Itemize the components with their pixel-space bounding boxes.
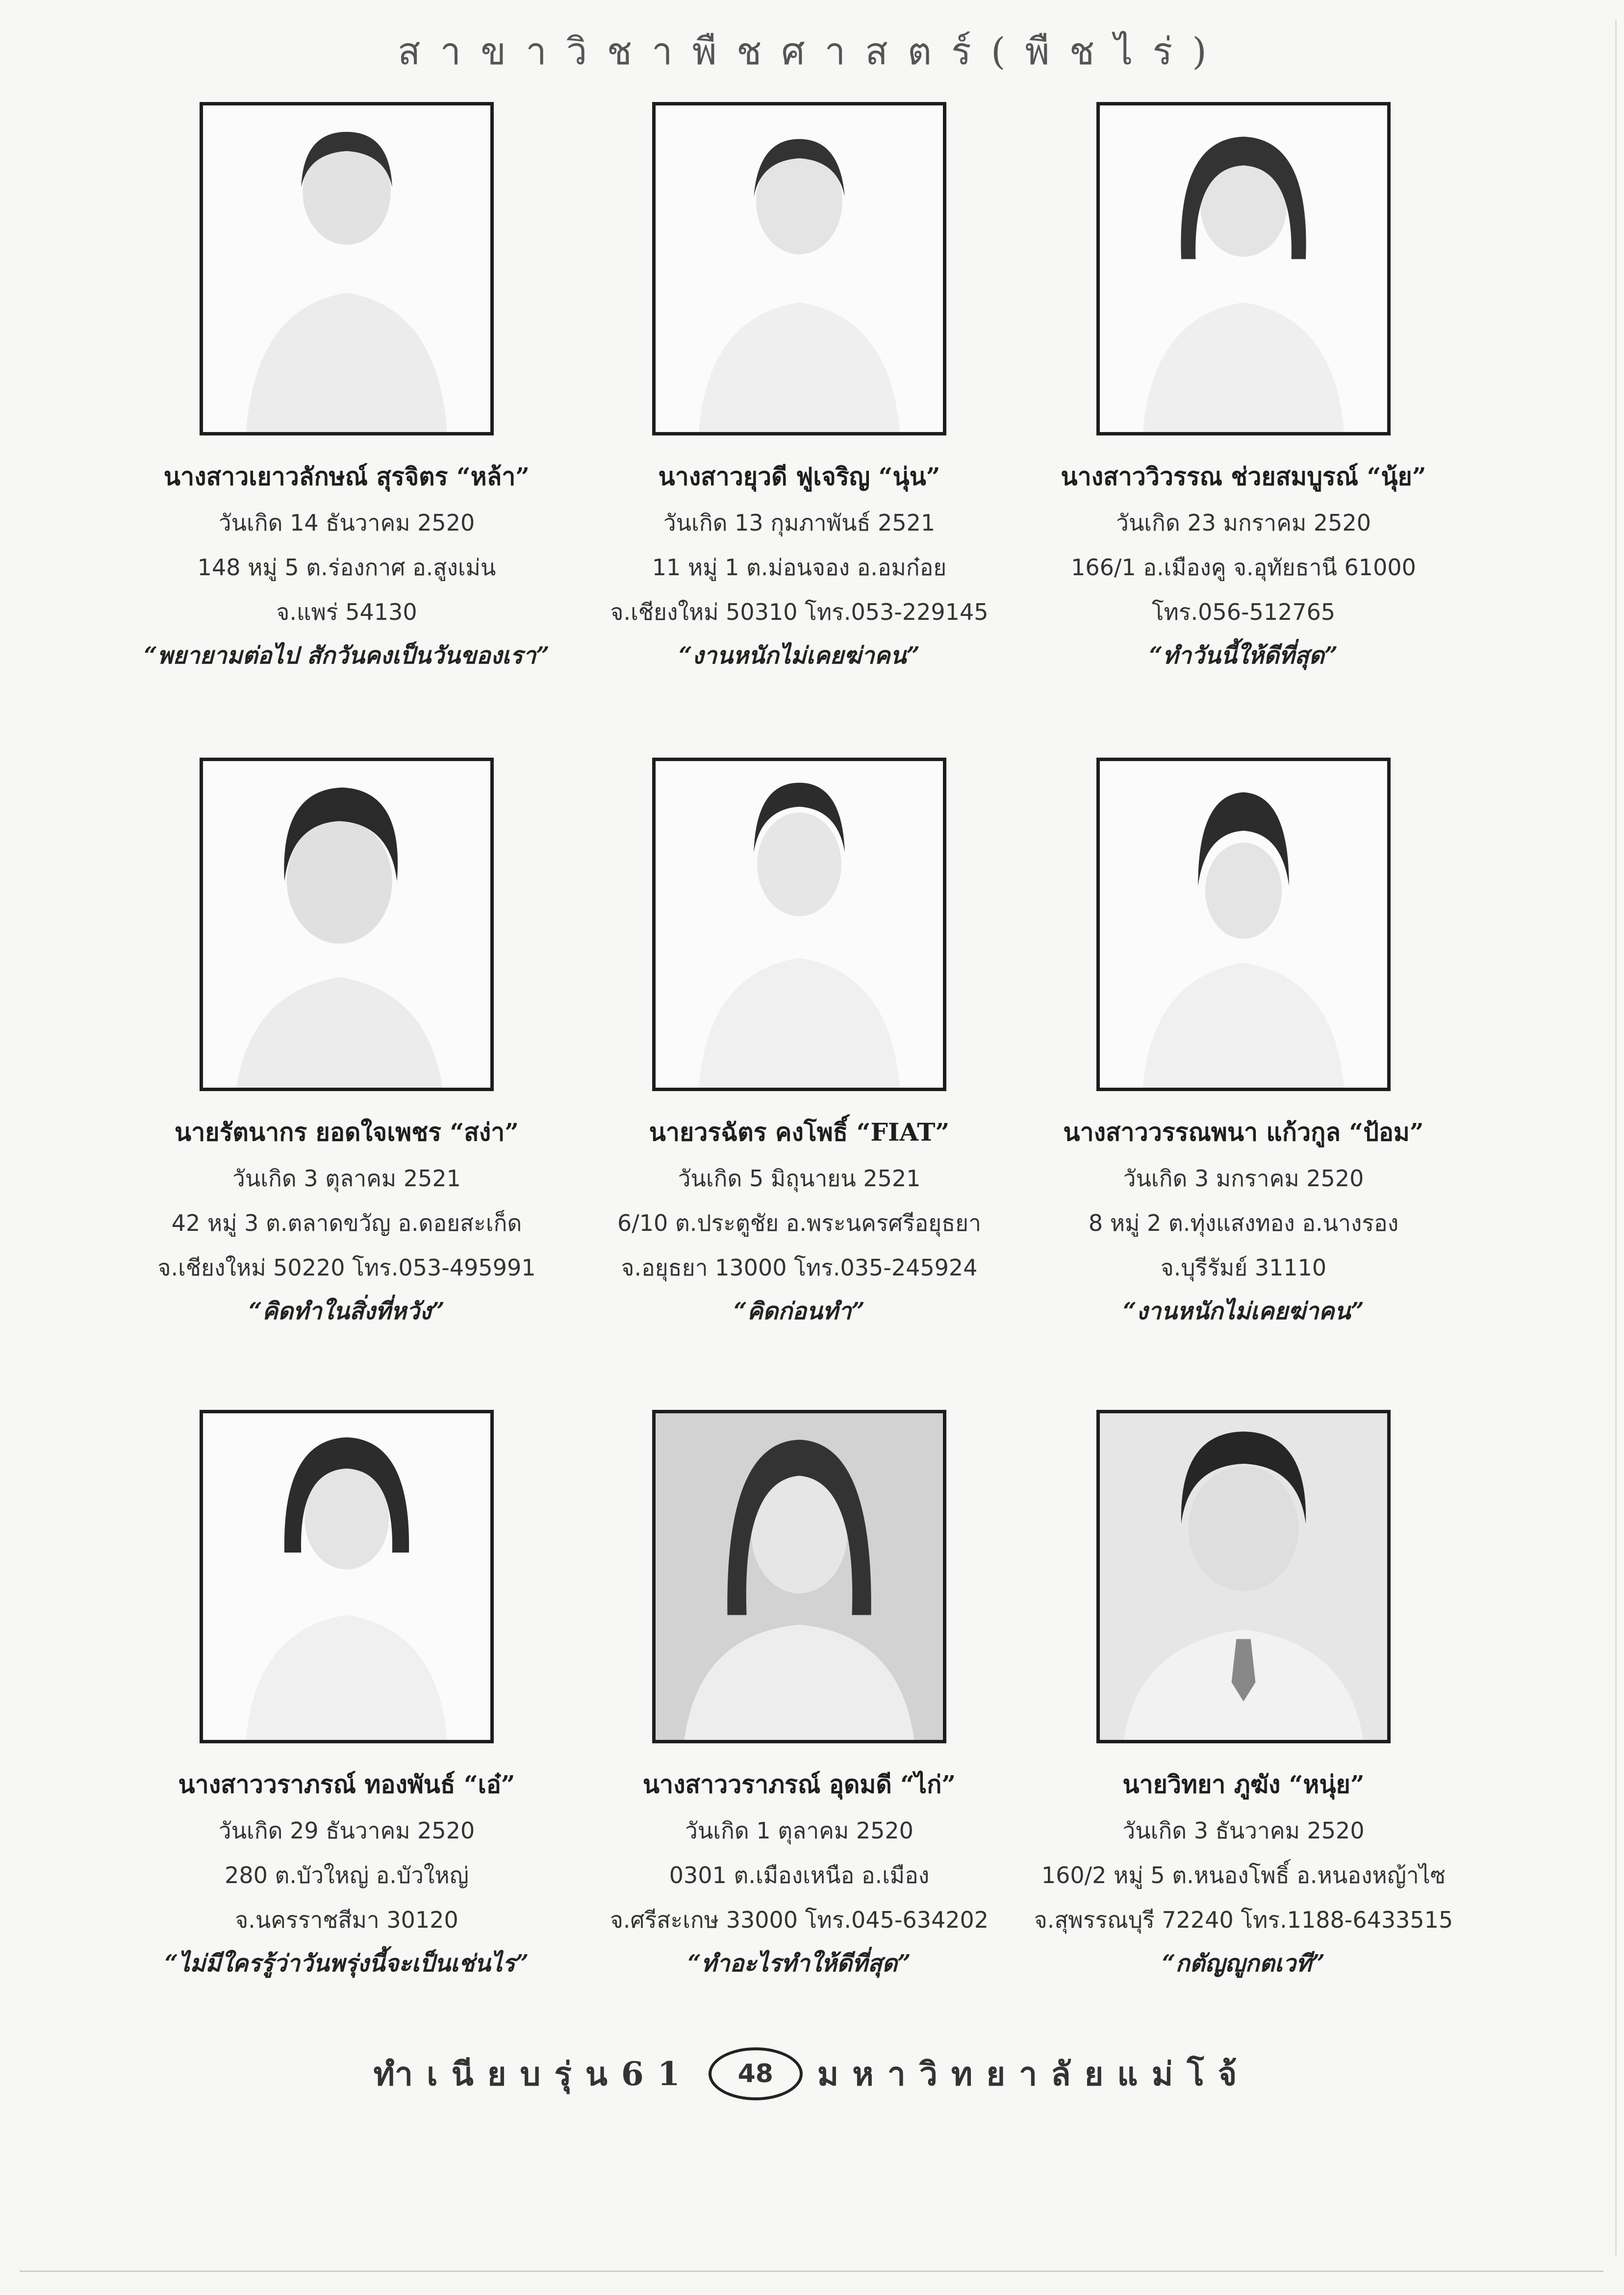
student-photo xyxy=(200,758,494,1091)
motto: “ทำอะไรทำให้ดีที่สุด” xyxy=(687,1950,911,1977)
student-name: นางสาววราภรณ์ อุดมดี “ไก่” xyxy=(642,1770,956,1799)
motto: “คิดทำในสิ่งที่หวัง” xyxy=(249,1298,445,1325)
address-line-2: จ.บุรีรัมย์ 31110 xyxy=(1160,1254,1327,1281)
bottom-rule xyxy=(20,2270,1603,2272)
student-photo xyxy=(652,1410,946,1743)
birth-date: วันเกิด 3 ธันวาคม 2520 xyxy=(1122,1817,1365,1844)
student-photo xyxy=(652,102,946,435)
footer-university-label: มหาวิทยาลัยแม่โจ้ xyxy=(817,2054,1251,2093)
address-line-2: จ.ศรีสะเกษ 33000 โทร.045-634202 xyxy=(609,1907,989,1933)
student-entry-7 xyxy=(102,1410,592,1982)
address-line-2: จ.นครราชสีมา 30120 xyxy=(235,1907,458,1933)
address-line-1: 160/2 หมู่ 5 ต.หนองโพธิ์ อ.หนองหญ้าไซ xyxy=(1041,1862,1446,1888)
student-entry-8 xyxy=(554,1410,1044,1982)
student-name: นายรัตนากร ยอดใจเพชร “สง่า” xyxy=(175,1118,519,1147)
address-line-2: จ.สุพรรณบุรี 72240 โทร.1188-6433515 xyxy=(1034,1907,1453,1933)
motto: “คิดก่อนทำ” xyxy=(734,1298,865,1325)
birth-date: วันเกิด 1 ตุลาคม 2520 xyxy=(685,1817,914,1844)
address-line-1: 11 หมู่ 1 ต.ม่อนจอง อ.อมก๋อย xyxy=(652,554,947,581)
motto: “ทำวันนี้ให้ดีที่สุด” xyxy=(1149,642,1338,669)
student-photo xyxy=(1096,758,1391,1091)
birth-date: วันเกิด 29 ธันวาคม 2520 xyxy=(218,1817,475,1844)
birth-date: วันเกิด 13 กุมภาพันธ์ 2521 xyxy=(663,510,936,536)
page-footer xyxy=(0,2047,1624,2100)
address-line-2: จ.แพร่ 54130 xyxy=(276,599,417,625)
birth-date: วันเกิด 23 มกราคม 2520 xyxy=(1116,510,1371,536)
footer-yearbook-label: ทำเนียบรุ่น61 xyxy=(373,2054,694,2093)
motto: “งานหนักไม่เคยฆ่าคน” xyxy=(1123,1298,1364,1325)
motto: “งานหนักไม่เคยฆ่าคน” xyxy=(679,642,920,669)
student-photo xyxy=(200,102,494,435)
motto: “ไม่มีใครรู้ว่าวันพรุ่งนี้จะเป็นเช่นไร” xyxy=(164,1950,529,1977)
student-name: นางสาวยุวดี ฟูเจริญ “นุ่น” xyxy=(658,462,940,491)
student-name: นางสาววรรณพนา แก้วกูล “ป้อม” xyxy=(1063,1118,1424,1147)
motto: “กตัญญูกตเวที” xyxy=(1162,1950,1325,1977)
student-name: นางสาววิวรรณ ช่วยสมบูรณ์ “นุ้ย” xyxy=(1061,462,1426,491)
address-line-1: 148 หมู่ 5 ต.ร่องกาศ อ.สูงเม่น xyxy=(197,554,496,581)
address-line-1: 42 หมู่ 3 ต.ตลาดขวัญ อ.ดอยสะเก็ด xyxy=(171,1210,522,1236)
right-rule xyxy=(1615,20,1617,2256)
student-entry-3 xyxy=(998,102,1489,674)
student-name: นางสาววราภรณ์ ทองพันธ์ “เอ๋” xyxy=(178,1770,515,1799)
address-line-1: 6/10 ต.ประตูชัย อ.พระนครศรีอยุธยา xyxy=(617,1210,981,1236)
student-entry-1 xyxy=(102,102,592,674)
student-photo xyxy=(1096,102,1391,435)
student-entry-6 xyxy=(998,758,1489,1330)
address-line-2: จ.เชียงใหม่ 50310 โทร.053-229145 xyxy=(610,599,989,625)
birth-date: วันเกิด 14 ธันวาคม 2520 xyxy=(218,510,475,536)
student-name: นายวิทยา ภูฆัง “หนุ่ย” xyxy=(1122,1770,1365,1799)
page-number: 48 xyxy=(709,2047,803,2100)
birth-date: วันเกิด 3 มกราคม 2520 xyxy=(1123,1165,1364,1192)
address-line-2: โทร.056-512765 xyxy=(1151,599,1336,625)
student-photo xyxy=(200,1410,494,1743)
address-line-1: 8 หมู่ 2 ต.ทุ่งแสงทอง อ.นางรอง xyxy=(1088,1210,1399,1236)
student-photo xyxy=(652,758,946,1091)
address-line-1: 280 ต.บัวใหญ่ อ.บัวใหญ่ xyxy=(225,1862,469,1888)
address-line-1: 166/1 อ.เมืองคู จ.อุทัยธานี 61000 xyxy=(1071,554,1416,581)
birth-date: วันเกิด 3 ตุลาคม 2521 xyxy=(232,1165,461,1192)
address-line-2: จ.อยุธยา 13000 โทร.035-245924 xyxy=(621,1254,978,1281)
student-entry-5 xyxy=(554,758,1044,1330)
student-entry-9 xyxy=(998,1410,1489,1982)
student-name: นางสาวเยาวลักษณ์ สุรจิตร “หล้า” xyxy=(163,462,530,491)
page-title: สาขาวิชาพืชศาสตร์(พืชไร่) xyxy=(398,29,1226,73)
birth-date: วันเกิด 5 มิถุนายน 2521 xyxy=(678,1165,921,1192)
student-photo xyxy=(1096,1410,1391,1743)
address-line-2: จ.เชียงใหม่ 50220 โทร.053-495991 xyxy=(157,1254,536,1281)
student-entry-4 xyxy=(102,758,592,1330)
student-entry-2 xyxy=(554,102,1044,674)
student-name: นายวรฉัตร คงโพธิ์ “FIAT” xyxy=(649,1118,950,1147)
address-line-1: 0301 ต.เมืองเหนือ อ.เมือง xyxy=(669,1862,930,1888)
motto: “พยายามต่อไป สักวันคงเป็นวันของเรา” xyxy=(144,642,550,669)
